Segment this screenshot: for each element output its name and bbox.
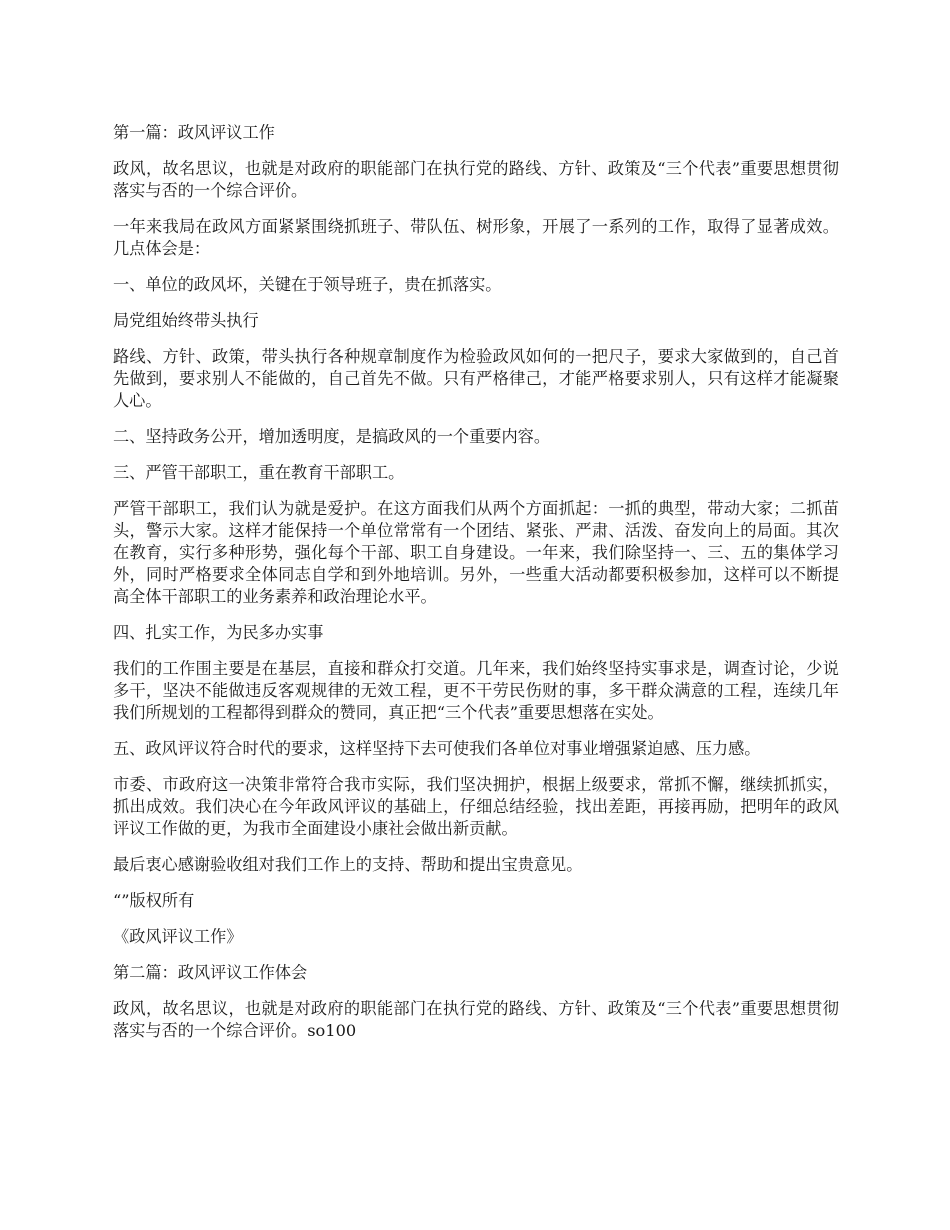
point-heading-5: 五、政风评议符合时代的要求，这样坚持下去可使我们各单位对事业增强紧迫感、压力感。 [113,739,761,758]
paragraph: 一年来我局在政风方面紧紧围绕抓班子、带队伍、树形象，开展了一系列的工作，取得了显著成效。几点体会是： [113,217,839,258]
paragraph: 市委、市政府这一决策非常符合我市实际，我们坚决拥护，根据上级要求，常抓不懈，继续抓抓实，抓出成效。我们决心在今年政风评议的基础上，仔细总结经验，找出差距，再接再励，把明年的政风评议工作做的更，为我市全面建设小康社会做出新贡献。 [113,775,839,838]
copyright-line: “”版权所有 [113,891,195,910]
paragraph: 政风，故名思议，也就是对政府的职能部门在执行党的路线、方针、政策及“三个代表”重要思想贯彻落实与否的一个综合评价。so100 [113,999,839,1040]
paragraph: 政风，故名思议，也就是对政府的职能部门在执行党的路线、方针、政策及“三个代表”重要思想贯彻落实与否的一个综合评价。 [113,159,839,200]
point-heading-3: 三、严管干部职工，重在教育干部职工。 [113,463,405,482]
paragraph: 路线、方针、政策，带头执行各种规章制度作为检验政风如何的一把尺子，要求大家做到的，自己首先做到，要求别人不能做的，自己首先不做。只有严格律己，才能严格要求别人，只有这样才能凝聚人心。 [113,347,839,410]
paragraph: 局党组始终带头执行 [113,311,259,330]
point-heading-4: 四、扎实工作，为民多办实事 [113,623,324,642]
paragraph: 最后衷心感谢验收组对我们工作上的支持、帮助和提出宝贵意见。 [113,855,583,874]
document-page [113,122,839,1056]
section-title-1: 第一篇：政风评议工作 [113,123,275,142]
point-heading-1: 一、单位的政风坏，关键在于领导班子，贵在抓落实。 [113,275,502,294]
point-heading-2: 二、坚持政务公开，增加透明度，是搞政风的一个重要内容。 [113,427,551,446]
paragraph: 严管干部职工，我们认为就是爱护。在这方面我们从两个方面抓起：一抓的典型，带动大家；二抓苗头，警示大家。这样才能保持一个单位常常有一个团结、紧张、严肃、活泼、奋发向上的局面。其次在教育，实行多种形势，强化每个干部、职工自身建设。一年来，我们除坚持一、三、五的集体学习外，同时严格要求全体同志自学和到外地培训。另外，一些重大活动都要积极参加，这样可以不断提高全体干部职工的业务素养和政治理论水平。 [113,499,839,606]
section-title-2: 第二篇：政风评议工作体会 [113,963,308,982]
document-title: 《政风评议工作》 [113,927,243,946]
paragraph: 我们的工作围主要是在基层，直接和群众打交道。几年来，我们始终坚持实事求是，调查讨论，少说多干，坚决不能做违反客观规律的无效工程，更不干劳民伤财的事，多干群众满意的工程，连续几年我们所规划的工程都得到群众的赞同，真正把“三个代表”重要思想落在实处。 [113,659,839,722]
